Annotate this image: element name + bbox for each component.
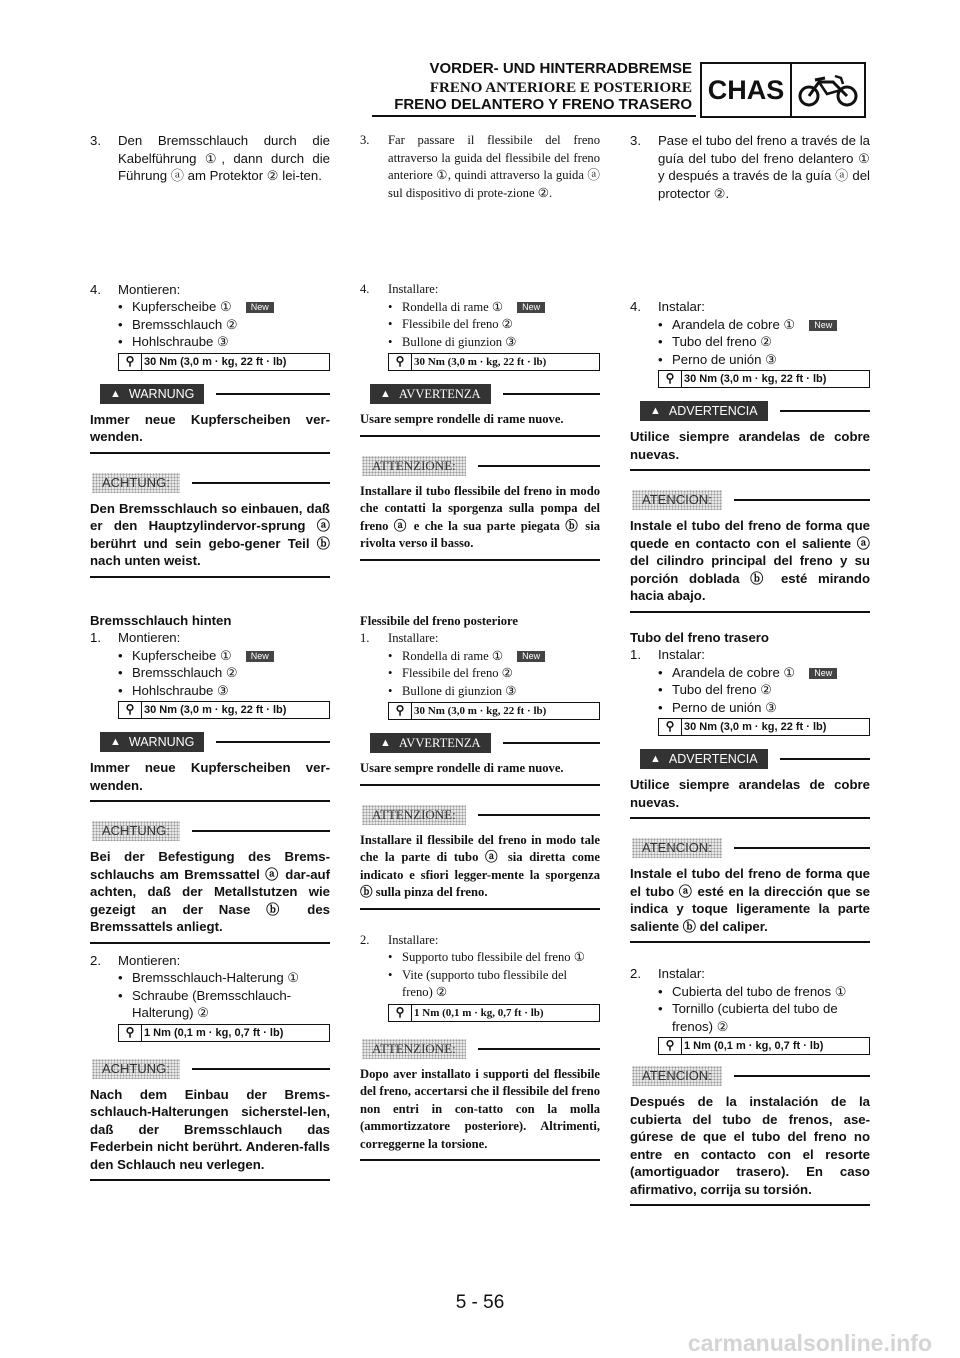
warning-triangle-icon: ▲: [380, 737, 391, 749]
list-item: • Flessibile del freno ②: [388, 666, 513, 680]
wrench-icon: ⚲: [395, 1004, 405, 1019]
warning-triangle-icon: ▲: [650, 753, 661, 765]
new-badge: New: [809, 320, 837, 331]
warning-badge: ▲ AVVERTENZA: [370, 384, 491, 404]
torque-spec: ⚲ 1 Nm (0,1 m · kg, 0,7 ft · lb): [658, 1037, 870, 1055]
list-item: • Rondella di rame ① New: [388, 299, 600, 317]
parts-list: [658, 316, 870, 369]
parts-list: [658, 983, 870, 1036]
step-text: Den Bremsschlauch durch die Kabelführung ①, dann durch die Führung ⓐ am Protektor ② lei-ten.: [118, 133, 330, 183]
list-item: • Kupferscheibe ① New: [118, 298, 330, 316]
step-2: 2. Installare:: [360, 932, 439, 947]
warning-triangle-icon: ▲: [380, 388, 391, 400]
caution-text: Den Bremsschlauch so einbauen, daß er den Hauptzylindervor-sprung ⓐ berührt und sein gebo-gener Teil ⓑ nach unten weist.: [90, 500, 330, 568]
step-3: 3. Far passare il flessibile del freno attraverso la guida del flessibile del freno anteriore ①, quindi attraverso la guida ⓐ sul dispositivo di prote-zione ②.: [360, 133, 600, 200]
torque-spec: ⚲ 30 Nm (3,0 m · kg, 22 ft · lb): [118, 701, 330, 719]
step-number: 3.: [90, 133, 101, 148]
header-title-es: FRENO DELANTERO Y FRENO TRASERO: [394, 96, 692, 113]
new-badge: New: [517, 651, 545, 662]
caution-header: [90, 472, 330, 494]
list-item: • Tornillo (cubierta del tubo de frenos) ②: [658, 1001, 838, 1034]
torque-spec: ⚲ 30 Nm (3,0 m · kg, 22 ft · lb): [388, 702, 600, 720]
list-item: • Bremsschlauch ②: [118, 316, 238, 332]
torque-spec: ⚲ 30 Nm (3,0 m · kg, 22 ft · lb): [388, 353, 600, 371]
warning-text: Utilice siempre arandelas de cobre nuevas.: [630, 429, 870, 462]
step-1: 1. Montieren:: [90, 630, 181, 645]
warning-text: Usare sempre rondelle di rame nuove.: [360, 412, 564, 426]
header-rule: [372, 115, 696, 117]
new-badge: New: [517, 302, 545, 313]
new-badge: New: [809, 668, 837, 679]
caution-text: Instale el tubo del freno de forma que el tubo ⓐ esté en la dirección que se indica y toque ligeramente la parte saliente ⓑ del caliper.: [630, 866, 870, 934]
list-item: • Schraube (Bremsschlauch-Halterung) ②: [118, 987, 292, 1020]
caution-badge: ACHTUNG:: [92, 1059, 180, 1079]
warning-text: Immer neue Kupferscheiben ver-wenden.: [90, 411, 330, 444]
step-4: 4. Instalar:: [630, 299, 705, 314]
watermark: carmanualsonline.info: [687, 1330, 932, 1356]
caution-badge: ATTENZIONE:: [362, 456, 466, 476]
step-3: 3. Pase el tubo del freno a través de la guía del tubo del freno delantero ① y después a través de la guía ⓐ del protector ②.: [630, 133, 870, 201]
warning-header: [630, 400, 870, 422]
caution-header: [360, 1038, 600, 1060]
column-italian: [360, 132, 600, 1161]
page-number: 5 - 56: [455, 1292, 505, 1313]
caution-header: [360, 455, 600, 477]
list-item: • Bremsschlauch ②: [118, 665, 238, 680]
caution-text: Installare il tubo flessibile del freno in modo che contatti la sporgenza sulla pompa del freno ⓐ e che la sua parte piegata ⓑ sia rivolta verso il basso.: [360, 483, 600, 550]
caution-badge: ATENCION:: [632, 838, 722, 858]
caution-text: Nach dem Einbau der Brems-schlauch-Halterungen sicherstel-len, daß der Bremsschlauch das Federbein nicht berührt. Anderen-falls den Schlauch neu verlegen.: [90, 1086, 330, 1172]
torque-spec: ⚲ 1 Nm (0,1 m · kg, 0,7 ft · lb): [118, 1024, 330, 1042]
list-item: • Arandela de cobre ① New: [658, 316, 870, 334]
caution-badge: ATTENZIONE:: [362, 1039, 466, 1059]
section-badge: [700, 62, 866, 118]
caution-text: Dopo aver installato i supporti del flessibile del freno, accertarsi che il flessibile del freno non entri in con-tatto con la molla (ammortizzatore posteriore). Altrimenti, correggerne la torsione.: [360, 1066, 600, 1151]
step-4: [90, 281, 330, 299]
caution-header: [360, 804, 600, 826]
caution-badge: ACHTUNG:: [92, 821, 180, 841]
caution-badge: ACHTUNG:: [92, 473, 180, 493]
section-title: Bremsschlauch hinten: [90, 612, 232, 628]
list-item: • Bremsschlauch-Halterung ①: [118, 970, 300, 985]
wrench-icon: ⚲: [125, 353, 135, 368]
warning-badge: ▲ WARNUNG: [100, 384, 204, 404]
caution-header: [90, 820, 330, 842]
section-title: Flessibile del freno posteriore: [360, 613, 518, 628]
torque-spec: ⚲ 30 Nm (3,0 m · kg, 22 ft · lb): [658, 718, 870, 736]
step-4: 4. Installare:: [360, 282, 439, 296]
list-item: • Kupferscheibe ① New: [118, 647, 330, 665]
warning-text: Usare sempre rondelle di rame nuove.: [360, 761, 564, 775]
caution-text: Bei der Befestigung des Brems-schlauchs am Bremssattel ⓐ dar-auf achten, daß der Metallstutzen wie gezeigt an der Nase ⓑ des Bremssattels anliegt.: [90, 849, 330, 934]
wrench-icon: ⚲: [665, 719, 675, 734]
list-item: • Tubo del freno ②: [658, 682, 773, 697]
list-item: • Cubierta del tubo de frenos ①: [658, 983, 847, 999]
list-item: • Perno de unión ③: [658, 699, 777, 715]
step-1: 1. Instalar:: [630, 647, 705, 662]
torque-spec: ⚲ 30 Nm (3,0 m · kg, 22 ft · lb): [658, 370, 870, 388]
parts-list: [658, 664, 870, 717]
warning-header: [90, 731, 330, 753]
list-item: • Hohlschraube ③: [118, 682, 229, 698]
section-title: Tubo del freno trasero: [630, 629, 769, 645]
warning-header: [360, 732, 600, 754]
warning-badge: ▲ ADVERTENCIA: [640, 401, 768, 421]
caution-text: Instale el tubo del freno de forma que quede en contacto con el saliente ⓐ del cilindro principal del freno y su porción doblada ⓑ esté mirando hacia abajo.: [630, 518, 870, 603]
warning-header: [360, 383, 600, 405]
warning-header: [630, 748, 870, 770]
torque-spec: ⚲ 1 Nm (0,1 m · kg, 0,7 ft · lb): [388, 1004, 600, 1022]
warning-text: Utilice siempre arandelas de cobre nuevas.: [630, 777, 870, 810]
parts-list: [388, 949, 600, 1002]
step-text: Montieren:: [118, 281, 181, 297]
caution-badge: ATENCION:: [632, 490, 722, 510]
motorcycle-icon: [792, 64, 864, 116]
section-label: CHAS: [702, 64, 792, 116]
step-2: 2. Instalar:: [630, 966, 705, 981]
caution-header: [630, 837, 870, 859]
new-badge: New: [246, 651, 274, 662]
header-title-de: VORDER- UND HINTERRADBREMSE: [429, 60, 692, 77]
warning-badge: ▲ AVVERTENZA: [370, 733, 491, 753]
caution-header: [630, 1065, 870, 1087]
list-item: • Flessibile del freno ②: [388, 317, 513, 331]
list-item: • Supporto tubo flessibile del freno ①: [388, 950, 586, 964]
warning-triangle-icon: ▲: [110, 736, 121, 748]
list-item: • Vite (supporto tubo flessibile del freno) ②: [388, 967, 568, 999]
caution-text: Después de la instalación de la cubierta del tubo de frenos, ase-gúrese de que el tubo del freno no entre en contacto con el resorte (amortiguador trasero). En caso afirmativo, corrija su torsión.: [630, 1094, 870, 1197]
list-item: • Bullone di giunzion ③: [388, 683, 517, 698]
wrench-icon: ⚲: [665, 1038, 675, 1053]
wrench-icon: ⚲: [665, 371, 675, 386]
warning-badge: ▲ WARNUNG: [100, 732, 204, 752]
new-badge: New: [246, 302, 274, 313]
column-spanish: [630, 132, 870, 1206]
warning-triangle-icon: ▲: [650, 405, 661, 417]
caution-header: [630, 489, 870, 511]
list-item: • Hohlschraube ③: [118, 334, 229, 349]
warning-text: Immer neue Kupferscheiben ver-wenden.: [90, 760, 330, 793]
caution-text: Installare il flessibile del freno in modo tale che la parte di tubo ⓐ sia diretta come indicato e sfiori legger-mente la sporgenza ⓑ sulla pinza del freno.: [360, 832, 600, 899]
parts-list: [388, 648, 600, 701]
list-item: • Rondella di rame ① New: [388, 648, 600, 666]
warning-badge: ▲ ADVERTENCIA: [640, 749, 768, 769]
header-title-it: FRENO ANTERIORE E POSTERIORE: [429, 80, 692, 96]
step-number: 4.: [90, 281, 101, 297]
caution-badge: ATENCION:: [632, 1066, 722, 1086]
warning-triangle-icon: ▲: [110, 387, 121, 400]
step-1: 1. Installare:: [360, 631, 439, 645]
parts-list: [118, 647, 330, 700]
list-item: • Bullone di giunzion ③: [388, 334, 517, 349]
step-2: 2. Montieren:: [90, 952, 181, 968]
wrench-icon: ⚲: [395, 354, 405, 369]
step-3: [90, 132, 330, 185]
parts-list: [118, 298, 330, 351]
parts-list: [388, 299, 600, 352]
list-item: • Tubo del freno ②: [658, 334, 773, 349]
caution-badge: ATTENZIONE:: [362, 805, 466, 825]
column-german: [90, 132, 330, 1181]
warning-header: [90, 383, 330, 405]
wrench-icon: ⚲: [395, 703, 405, 718]
torque-spec: ⚲ 30 Nm (3,0 m · kg, 22 ft · lb): [118, 353, 330, 371]
list-item: • Arandela de cobre ① New: [658, 664, 870, 682]
list-item: • Perno de unión ③: [658, 351, 777, 367]
wrench-icon: ⚲: [125, 702, 135, 717]
parts-list: [118, 969, 330, 1022]
wrench-icon: ⚲: [125, 1024, 135, 1039]
caution-header: [90, 1058, 330, 1080]
